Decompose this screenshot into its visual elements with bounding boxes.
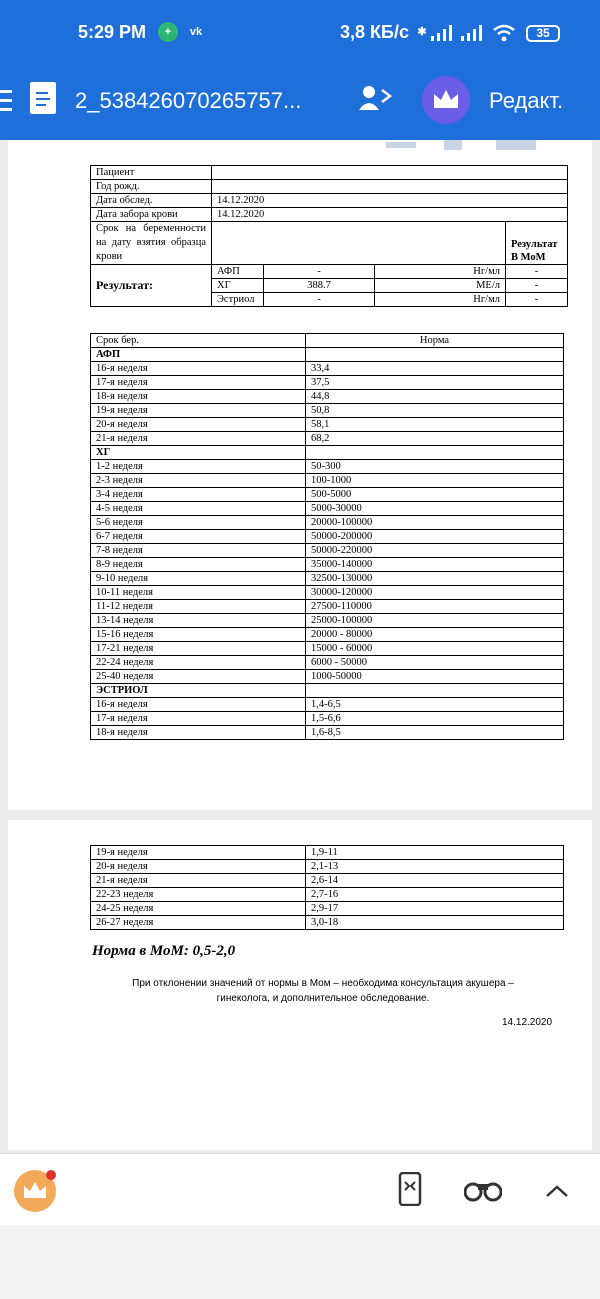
table-row xyxy=(91,628,564,642)
table-row xyxy=(91,874,564,888)
row-norm: 1,5-6,6 xyxy=(306,712,564,726)
table-row xyxy=(91,614,564,628)
row-term: 22-23 неделя xyxy=(91,888,306,902)
row-norm: 2,7-16 xyxy=(306,888,564,902)
section-title: ХГ xyxy=(91,446,306,460)
signal-icon-2 xyxy=(460,24,486,42)
exam-date-label: Дата обслед. xyxy=(91,194,212,208)
row-norm: 2,9-17 xyxy=(306,902,564,916)
table-row xyxy=(91,902,564,916)
mobile-view-icon[interactable] xyxy=(398,1172,422,1206)
row-norm: 20000-100000 xyxy=(306,516,564,530)
row-term: 11-12 неделя xyxy=(91,600,306,614)
row-term: 13-14 неделя xyxy=(91,614,306,628)
row-norm: 5000-30000 xyxy=(306,502,564,516)
crown-icon xyxy=(422,76,470,124)
norm-header-term: Срок бер. xyxy=(91,334,306,348)
norm-mom-title: Норма в МоМ: 0,5-2,0 xyxy=(92,943,236,959)
row-norm: 15000 - 60000 xyxy=(306,642,564,656)
status-bar xyxy=(0,0,600,64)
wifi-icon xyxy=(492,24,516,42)
table-row xyxy=(91,572,564,586)
app-bar xyxy=(0,64,600,140)
table-row xyxy=(91,916,564,930)
row-term: 6-7 неделя xyxy=(91,530,306,544)
row-term: 17-21 неделя xyxy=(91,642,306,656)
table-row xyxy=(91,404,564,418)
row-term: 21-я неделя xyxy=(91,874,306,888)
test-unit: Нг/мл xyxy=(375,265,506,279)
birth-label: Год рожд. xyxy=(91,180,212,194)
term-label: Срок на беременности на дату взятия образца крови xyxy=(91,222,212,265)
table-row xyxy=(91,586,564,600)
test-name: АФП xyxy=(212,265,264,279)
table-row xyxy=(91,362,564,376)
table-row xyxy=(91,460,564,474)
test-mom: - xyxy=(506,279,568,293)
row-term: 16-я неделя xyxy=(91,698,306,712)
row-norm: 50000-220000 xyxy=(306,544,564,558)
vk-icon: vk xyxy=(189,26,203,38)
test-value: - xyxy=(264,293,375,307)
table-row xyxy=(91,558,564,572)
row-term: 10-11 неделя xyxy=(91,586,306,600)
row-norm: 2,1-13 xyxy=(306,860,564,874)
battery-indicator: 35 xyxy=(526,25,560,42)
bluetooth-icon: ✱ xyxy=(417,26,427,38)
result-label: Результат: xyxy=(91,265,212,307)
row-norm: 50-300 xyxy=(306,460,564,474)
notification-icon: + xyxy=(158,22,178,42)
row-norm: 1000-50000 xyxy=(306,670,564,684)
bottom-blank-area xyxy=(0,1225,600,1299)
table-row xyxy=(91,432,564,446)
row-term: 17-я неделя xyxy=(91,712,306,726)
table-row xyxy=(91,390,564,404)
row-norm: 500-5000 xyxy=(306,488,564,502)
table-row xyxy=(91,846,564,860)
bottom-toolbar xyxy=(0,1153,600,1225)
test-value: - xyxy=(264,265,375,279)
norm-table-continued xyxy=(90,845,564,930)
table-row xyxy=(91,418,564,432)
row-term: 22-24 неделя xyxy=(91,656,306,670)
row-term: 9-10 неделя xyxy=(91,572,306,586)
section-title: АФП xyxy=(91,348,306,362)
norm-header-value: Норма xyxy=(306,334,564,348)
row-term: 19-я неделя xyxy=(91,404,306,418)
row-norm: 50000-200000 xyxy=(306,530,564,544)
row-term: 25-40 неделя xyxy=(91,670,306,684)
row-norm: 25000-100000 xyxy=(306,614,564,628)
table-row xyxy=(91,656,564,670)
row-norm: 100-1000 xyxy=(306,474,564,488)
table-row xyxy=(91,544,564,558)
exam-date: 14.12.2020 xyxy=(212,194,568,208)
chevron-up-icon[interactable] xyxy=(544,1184,570,1198)
faded-header-logos xyxy=(386,140,556,152)
share-user-icon[interactable] xyxy=(358,84,392,114)
row-norm: 68,2 xyxy=(306,432,564,446)
norm-table xyxy=(90,333,564,740)
table-row xyxy=(91,698,564,712)
table-row xyxy=(91,530,564,544)
row-term: 4-5 неделя xyxy=(91,502,306,516)
document-page-1 xyxy=(8,140,592,810)
test-value: 388.7 xyxy=(264,279,375,293)
table-row xyxy=(91,712,564,726)
blood-date-label: Дата забора крови xyxy=(91,208,212,222)
row-term: 17-я неделя xyxy=(91,376,306,390)
table-row xyxy=(91,860,564,874)
row-norm: 1,6-8,5 xyxy=(306,726,564,740)
row-norm: 27500-110000 xyxy=(306,600,564,614)
row-norm: 1,4-6,5 xyxy=(306,698,564,712)
test-name: Эстриол xyxy=(212,293,264,307)
row-term: 18-я неделя xyxy=(91,390,306,404)
row-norm: 33,4 xyxy=(306,362,564,376)
note-date: 14.12.2020 xyxy=(502,1017,553,1028)
table-row xyxy=(91,642,564,656)
row-norm: 37,5 xyxy=(306,376,564,390)
row-term: 16-я неделя xyxy=(91,362,306,376)
table-row xyxy=(91,516,564,530)
status-time: 5:29 PM xyxy=(78,22,147,42)
file-name: 2_538426070265757... xyxy=(75,88,302,113)
test-mom: - xyxy=(506,293,568,307)
row-term: 5-6 неделя xyxy=(91,516,306,530)
edit-button[interactable]: Редакт. xyxy=(489,88,564,113)
table-row xyxy=(91,600,564,614)
test-name: ХГ xyxy=(212,279,264,293)
network-speed: 3,8 КБ/с xyxy=(340,22,409,42)
result-mom-header: Результат В МоМ xyxy=(506,222,568,265)
row-term: 26-27 неделя xyxy=(91,916,306,930)
row-norm: 30000-120000 xyxy=(306,586,564,600)
test-mom: - xyxy=(506,265,568,279)
find-binoculars-icon[interactable] xyxy=(464,1176,502,1202)
row-norm: 6000 - 50000 xyxy=(306,656,564,670)
row-term: 15-16 неделя xyxy=(91,628,306,642)
document-page-2 xyxy=(8,820,592,1150)
row-term: 21-я неделя xyxy=(91,432,306,446)
row-norm: 2,6-14 xyxy=(306,874,564,888)
test-unit: Нг/мл xyxy=(375,293,506,307)
row-norm: 50,8 xyxy=(306,404,564,418)
row-term: 20-я неделя xyxy=(91,860,306,874)
row-norm: 3,0-18 xyxy=(306,916,564,930)
row-term: 1-2 неделя xyxy=(91,460,306,474)
notification-dot xyxy=(46,1170,56,1180)
row-term: 3-4 неделя xyxy=(91,488,306,502)
table-row xyxy=(91,888,564,902)
row-norm: 58,1 xyxy=(306,418,564,432)
table-row xyxy=(91,474,564,488)
row-term: 18-я неделя xyxy=(91,726,306,740)
row-term: 20-я неделя xyxy=(91,418,306,432)
row-term: 7-8 неделя xyxy=(91,544,306,558)
consultation-note: При отклонении значений от нормы в Мом – необходима консультация акушера – гинеколога, и дополнительное обследование. xyxy=(132,978,514,1004)
table-row xyxy=(91,502,564,516)
patient-info-table xyxy=(90,165,568,307)
blood-date: 14.12.2020 xyxy=(212,208,568,222)
test-unit: МЕ/л xyxy=(375,279,506,293)
row-term: 2-3 неделя xyxy=(91,474,306,488)
row-term: 19-я неделя xyxy=(91,846,306,860)
document-icon xyxy=(30,82,56,114)
row-norm: 44,8 xyxy=(306,390,564,404)
menu-icon[interactable] xyxy=(0,90,12,117)
table-row xyxy=(91,670,564,684)
premium-crown-button[interactable] xyxy=(422,76,470,124)
row-term: 24-25 неделя xyxy=(91,902,306,916)
row-norm: 32500-130000 xyxy=(306,572,564,586)
patient-label: Пациент xyxy=(91,166,212,180)
row-term: 8-9 неделя xyxy=(91,558,306,572)
table-row xyxy=(91,376,564,390)
row-norm: 35000-140000 xyxy=(306,558,564,572)
row-norm: 1,9-11 xyxy=(306,846,564,860)
table-row xyxy=(91,488,564,502)
section-title: ЭСТРИОЛ xyxy=(91,684,306,698)
row-norm: 20000 - 80000 xyxy=(306,628,564,642)
signal-icon xyxy=(430,24,456,42)
table-row xyxy=(91,726,564,740)
